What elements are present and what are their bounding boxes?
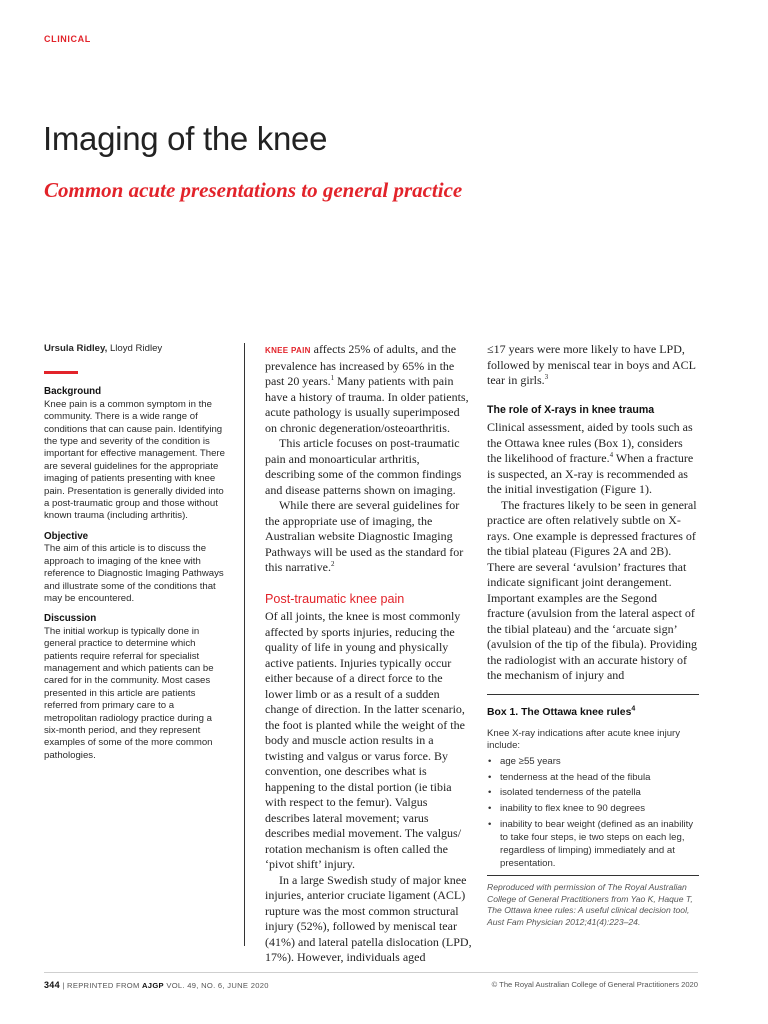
authors <box>44 343 226 355</box>
list-item-text: isolated tenderness of the patella <box>500 787 641 799</box>
xray-heading: The role of X-rays in knee trauma <box>487 403 655 416</box>
guidelines-text: While there are several guidelines for the appropriate use of imaging, the Australian website Diagnostic Imaging Pathways will be used as the standard for this narrative. <box>265 498 464 574</box>
box-divider <box>487 875 699 876</box>
list-item <box>487 755 699 768</box>
box-title-text: Box 1. The Ottawa knee rules <box>487 707 632 718</box>
box-title <box>487 707 699 718</box>
box-list <box>487 755 699 871</box>
footer-copyright: © The Royal Australian College of General Practitioners 2020 <box>491 980 698 989</box>
list-item <box>487 786 699 799</box>
section-label: CLINICAL <box>44 34 91 44</box>
journal-issue: VOL. 49, NO. 6, JUNE 2020 <box>166 981 269 990</box>
post-traumatic-paragraph: Of all joints, the knee is most commonly affected by sports injuries, reducing the quality of life in young and physically active patients. Injuries typically occur either because of a direct force to the lower limb or as a result of a sudden change of direction. In the latter scenario, the foot is planted while the weight of the body and muscle action results in a twisting and valgus or varus force. By convention, one describes what is happening to the distal portion (ie tibia with respect to the femur). Valgus describes lateral movement; varus describes medial movement. The valgus/ rotation mechanism is often called the ‘pivot shift’ injury. <box>265 609 465 871</box>
fractures-paragraph: The fractures likely to be seen in general practice are often relatively subtle on X-rays. One example is depressed fractures of the tibial plateau (Figures 2A and 2B). There are several ‘avulsion’ fractures that indicate significant joint derangement. Important examples are the Segond fracture (avulsion from the lateral aspect of the tibial plateau) and the ‘arcuate sign’ (avulsion of the tip of the fibula). Providing the radiologist with an accurate history of the mechanism of injury and <box>487 497 697 682</box>
discussion-heading: Discussion <box>44 613 97 625</box>
lpd-paragraph <box>487 342 697 389</box>
xray-text-b: When a fracture is suspected, an X-ray is recommended as the initial investigation (Figure 1). <box>487 451 694 496</box>
footer-separator: | <box>62 981 65 990</box>
citation: 4 <box>609 451 614 459</box>
list-item <box>487 802 699 815</box>
body-column-1 <box>265 342 472 966</box>
list-item <box>487 771 699 784</box>
intro-text-b: Many patients with pain have a history of trauma. In older patients, acute pathology is usually superimposed on chronic degeneration/osteoarthritis. <box>265 374 469 435</box>
bullet-icon: • <box>488 771 492 783</box>
list-item-text: tenderness at the head of the fibula <box>500 771 651 783</box>
bullet-icon: • <box>488 787 492 799</box>
citation: 2 <box>330 560 335 568</box>
abstract-column <box>44 343 226 770</box>
body-column-2 <box>487 342 697 684</box>
footer-reprinted: REPRINTED FROM <box>67 981 140 990</box>
footer-rule <box>44 972 698 973</box>
footer-citation <box>44 980 269 990</box>
citation: 1 <box>330 374 335 382</box>
bullet-icon: • <box>488 818 492 830</box>
focus-paragraph: This article focuses on post-traumatic pain and monoarticular arthritis, describing some of the common findings and disease patterns shown on imaging. <box>265 436 462 497</box>
box-permission-note: Reproduced with permission of The Royal Australian College of General Practitioners from Yao K, Haque T, The Ottawa knee rules: A useful clinical decision tool, Aust Fam Physician 2012;41(4):223–24. <box>487 882 693 927</box>
author-secondary: Lloyd Ridley <box>107 343 163 354</box>
author-primary: Ursula Ridley, <box>44 343 108 354</box>
column-divider <box>244 343 245 946</box>
list-item-text: age ≥55 years <box>500 755 561 767</box>
article-subtitle: Common acute presentations to general practice <box>44 178 463 202</box>
post-traumatic-heading: Post-traumatic knee pain <box>265 591 405 606</box>
box-intro: Knee X-ray indications after acute knee injury include: <box>487 728 681 752</box>
journal-name: AJGP <box>142 981 164 990</box>
bullet-icon: • <box>488 802 492 814</box>
list-item-text: inability to flex knee to 90 degrees <box>500 802 646 814</box>
ottawa-box <box>487 694 699 928</box>
swedish-study-paragraph: In a large Swedish study of major knee injuries, anterior cruciate ligament (ACL) rupture was the most common structural injury (52%), followed by meniscal tear (41%) and lateral patella dislocation (LPD, 17%). However, individuals aged <box>265 872 472 964</box>
lpd-text: ≤17 years were more likely to have LPD, followed by meniscal tear in boys and ACL tear in girls. <box>487 342 696 387</box>
list-item <box>487 818 699 871</box>
article-title: Imaging of the knee <box>43 120 328 157</box>
background-heading: Background <box>44 386 102 398</box>
citation: 3 <box>544 373 549 381</box>
xray-text-a: Clinical assessment, aided by tools such as the Ottawa knee rules (Box 1), considers the likelihood of fracture. <box>487 420 693 465</box>
xray-paragraph <box>487 420 697 498</box>
page-number: 344 <box>44 980 60 990</box>
intro-paragraph <box>265 342 472 436</box>
objective-heading: Objective <box>44 530 89 542</box>
intro-text-a: affects 25% of adults, and the prevalence has increased by 65% in the past 20 years. <box>265 342 457 388</box>
discussion-text: The initial workup is typically done in general practice to determine which patients require referral for specialist management and which patients can be cared for in the community. Most cases presented in this article are patients referred from primary care to a metropolitan radiology practice during a six-month period, and they represent examples of some of the more common pathologies. <box>44 625 214 761</box>
background-text: Knee pain is a common symptom in the community. There is a wide range of conditions that can cause pain. Identifying the type and severity of the condition is important for effective management. There are several guidelines for the appropriate imaging of patients presenting with knee pain. Presentation is generally divided into a post-traumatic group and those without known trauma (including arthritis). <box>44 398 225 522</box>
list-item-text: inability to bear weight (defined as an inability to take four steps, ie two steps on each leg, regardless of limping) immediately and at presentation. <box>500 818 694 870</box>
bullet-icon: • <box>488 755 492 767</box>
lead-word: KNEE PAIN <box>265 346 311 355</box>
guidelines-paragraph <box>265 498 472 576</box>
accent-rule <box>44 371 78 374</box>
citation: 4 <box>631 705 636 713</box>
objective-text: The aim of this article is to discuss the approach to imaging of the knee with reference to Diagnostic Imaging Pathways and illustrate some of the conditions that may be encountered. <box>44 543 224 604</box>
